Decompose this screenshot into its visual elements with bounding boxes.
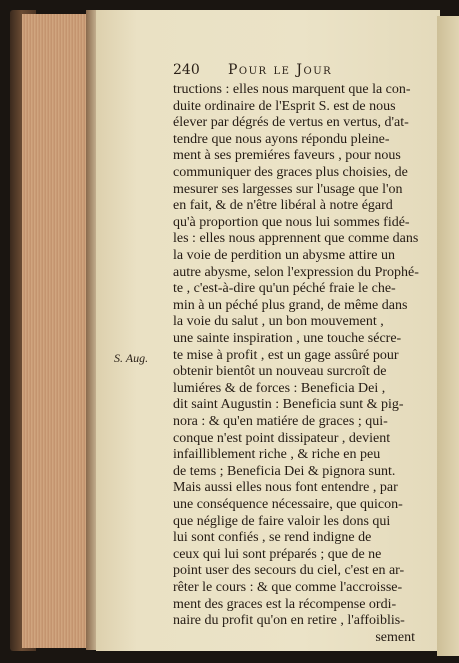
text-line: une sainte inspiration , une touche sécre- (173, 331, 402, 346)
text-line: ment à ses premiéres faveurs , pour nous (173, 148, 401, 164)
text-line: infailliblement riche , & riche en peu (173, 447, 381, 463)
text-line: te mise à profit , est un gage assûré pour (173, 347, 399, 363)
text-line: point user des secours du ciel, c'est en ar- (173, 563, 405, 579)
text-line: lui sont confiés , se rend indigne de (173, 530, 372, 546)
facing-page-edge (437, 16, 459, 656)
text-line: la voie du salut , un bon mouvement , (173, 314, 384, 330)
text-line: les : elles nous apprennent que comme dans (173, 231, 419, 247)
page-edges (22, 14, 90, 648)
text-line: tructions : elles nous marquent que la con- (173, 82, 411, 97)
text-line: dit saint Augustin : Beneficia sunt & pig- (173, 397, 404, 413)
text-line: communiquer des graces plus choisies, de (173, 165, 408, 180)
running-title: Pour le Jour (228, 62, 333, 78)
text-line: qu'à proportion que nous lui sommes fidé- (173, 214, 410, 230)
page-header (173, 62, 425, 82)
text-line: lumiéres & de forces : Beneficia Dei , (173, 380, 386, 396)
text-line: ment des graces est la récompense ordi- (173, 596, 397, 612)
text-line: sement (375, 629, 415, 645)
text-line: tendre que nous ayons répondu pleine- (173, 131, 390, 147)
text-line: autre abysme, selon l'expression du Prophé- (173, 264, 419, 280)
text-line: mesurer ses largesses sur l'usage que l'on (173, 181, 403, 197)
text-line: naire du profit qu'on en retire , l'affoiblis- (173, 613, 405, 629)
text-line: duite ordinaire de l'Esprit S. est de nous (173, 98, 396, 114)
text-line: la voie de perdition un abysme attire un (173, 248, 395, 263)
text-line: de tems ; Beneficia Dei & pignora sunt. (173, 463, 396, 479)
text-line: élever par dégrés de vertus en vertus, d'at- (173, 115, 409, 131)
text-line: nora : & qu'en matiére de graces ; qui- (173, 414, 388, 429)
text-line: min à un péché plus grand, de même dans (173, 297, 408, 313)
margin-note: S. Aug. (114, 351, 149, 365)
text-line: en fait, & de n'être libéral à notre égard (173, 198, 393, 214)
page-number: 240 (173, 62, 200, 78)
text-line: te , c'est-à-dire qu'un péché fraie le che- (173, 281, 396, 297)
text-line: Mais aussi elles nous font entendre , par (173, 480, 398, 496)
text-line: ceux qui lui sont préparés ; que de ne (173, 546, 382, 562)
text-line: une conséquence nécessaire, que quicon- (173, 497, 403, 512)
text-line: obtenir bientôt un nouveau surcroît de (173, 364, 387, 380)
text-line: que néglige de faire valoir les dons qui (173, 513, 391, 529)
text-line: conque n'est point dissipateur , devient (173, 430, 391, 446)
text-line: rêter le cours : & que comme l'accroisse- (173, 580, 403, 595)
